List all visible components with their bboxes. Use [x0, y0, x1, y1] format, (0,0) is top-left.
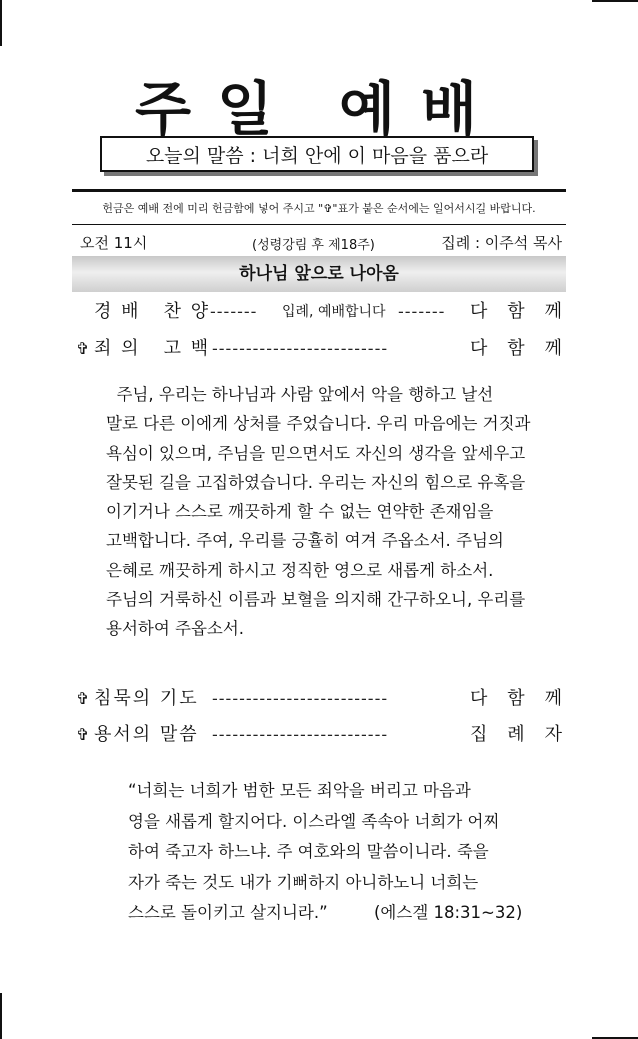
scripture-reference: (에스겔 18:31~32)	[374, 903, 523, 922]
text-line: 영을 새롭게 할지어다. 이스라엘 족속아 너희가 어찌	[128, 811, 500, 831]
leader-char: 집	[470, 724, 488, 745]
leader-char: 다	[470, 301, 488, 322]
quote-last-line: 스스로 돌이키고 살지니라.”	[128, 903, 328, 922]
leader-char: 례	[507, 724, 525, 745]
title-char: 주	[134, 75, 217, 143]
leader-char: 께	[544, 338, 562, 359]
text-line: 은혜로 깨끗하게 하시고 정직한 영으로 새롭게 하소서.	[106, 560, 494, 580]
item-dashes: --------------------------	[212, 689, 389, 708]
page-title	[0, 62, 638, 146]
service-info	[72, 232, 566, 256]
officiant: 집례 : 이주석 목사	[441, 234, 562, 252]
text-line: 이기거나 스스로 깨끗하게 할 수 없는 연약한 존재임을	[106, 502, 494, 522]
item-dashes: -------	[210, 302, 258, 321]
text-line: 자가 죽는 것도 내가 기뻐하지 아니하노니 너희는	[128, 872, 479, 892]
cross-icon: ✞	[76, 725, 90, 744]
item-name: 경 배 찬 양	[94, 301, 211, 322]
order-item	[72, 722, 566, 748]
cross-icon: ✞	[76, 689, 90, 708]
order-item	[72, 336, 566, 362]
title-char: 예	[339, 75, 422, 143]
text-line: 잘못된 길을 고집하였습니다. 우리는 자신의 힘으로 유혹을	[106, 472, 526, 492]
title-char: 일	[216, 75, 299, 143]
crop-mark-top-right	[592, 0, 638, 2]
sermon-title-box: 오늘의 말씀 : 너희 안에 이 마음을 품으라	[100, 136, 534, 172]
section-heading: 하나님 앞으로 나아옴	[72, 256, 566, 292]
service-time: 오전 11시	[80, 234, 148, 252]
leader-char: 자	[544, 724, 562, 745]
text-line: 욕심이 있으며, 주님을 믿으면서도 자신의 생각을 앞세우고	[106, 443, 526, 463]
title-char: 배	[421, 75, 504, 143]
text-line: 주님의 거룩하신 이름과 보혈을 의지해 간구하오니, 우리를	[106, 590, 526, 610]
notice-text: 헌금은 예배 전에 미리 헌금함에 넣어 주시고 "✞"표가 붙은 순서에는 일어서시길 바랍니다.	[102, 202, 536, 215]
divider	[72, 189, 566, 192]
text-line: 고백합니다. 주여, 우리를 긍휼히 여겨 주옵소서. 주님의	[106, 531, 504, 551]
item-leader	[470, 686, 562, 712]
item-dashes: --------------------------	[212, 725, 389, 744]
leader-char: 께	[544, 688, 562, 709]
text-line: 용서하여 주옵소서.	[106, 619, 245, 639]
cross-icon: ✞	[76, 339, 90, 358]
leader-char: 함	[507, 338, 525, 359]
confession-prayer	[106, 380, 536, 644]
text-line: “너희는 너희가 범한 모든 죄악을 버리고 마음과	[128, 781, 471, 800]
leader-char: 함	[507, 301, 525, 322]
order-item	[72, 686, 566, 712]
crop-mark-bottom-left	[0, 993, 2, 1039]
leader-char: 함	[507, 688, 525, 709]
leader-char: 께	[544, 301, 562, 322]
item-leader	[470, 722, 562, 748]
item-leader	[470, 299, 562, 325]
leader-char: 다	[470, 688, 488, 709]
crop-mark-top-left	[0, 0, 2, 46]
item-dashes: -------	[398, 302, 446, 321]
liturgical-season: (성령강림 후 제18주)	[252, 238, 375, 253]
text-line: 하여 죽고자 하느냐. 주 여호와의 말씀이니라. 죽을	[128, 842, 489, 861]
absolution-quote	[128, 776, 523, 929]
item-dashes: --------------------------	[212, 339, 389, 358]
divider	[72, 224, 566, 225]
text-line: 말로 다른 이에게 상처를 주었습니다. 우리 마음에는 거짓과	[106, 414, 531, 434]
item-name: 침묵의 기도	[94, 688, 199, 709]
leader-char: 다	[470, 338, 488, 359]
text-line: 주님, 우리는 하나님과 사람 앞에서 악을 행하고 날선	[106, 385, 494, 404]
text-line	[128, 898, 523, 929]
item-note: 입례, 예배합니다	[282, 304, 386, 320]
item-leader	[470, 336, 562, 362]
item-name: 용서의 말씀	[94, 724, 199, 745]
item-name: 죄 의 고 백	[94, 338, 211, 359]
order-item	[72, 299, 566, 325]
